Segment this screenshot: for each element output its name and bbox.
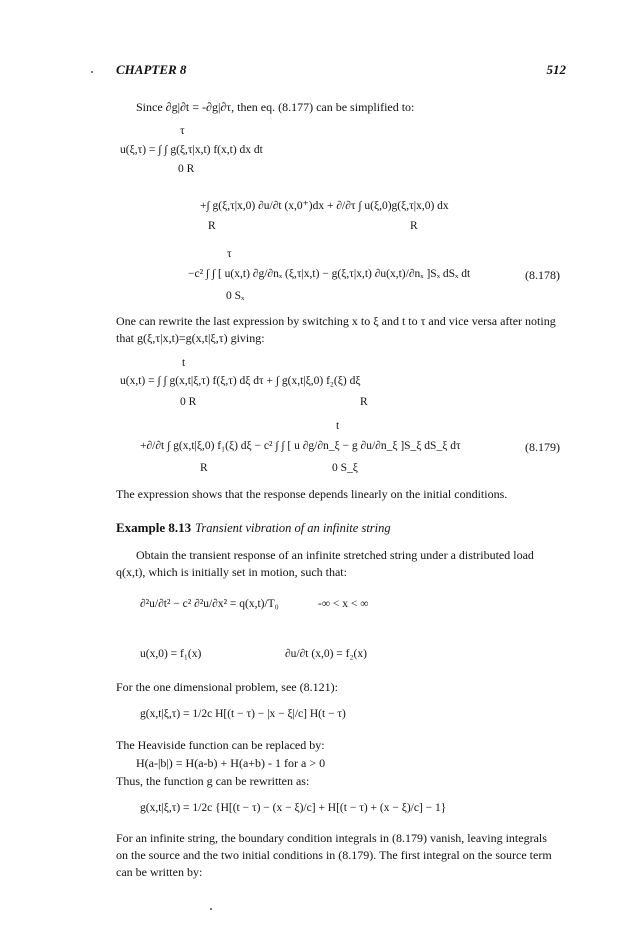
example-label: Example 8.13 (116, 520, 192, 535)
eq8178-lower-limit3: 0 Sₓ (226, 290, 245, 302)
para-onedim: For the one dimensional problem, see (8.121): (116, 680, 338, 694)
para-rewrite: One can rewrite the last expression by switching x to ξ and t to τ and vice versa after noting that g(ξ,τ|x,t)=g(x,t|ξ,τ) giving: (116, 314, 556, 345)
eq-green: g(x,t|ξ,τ) = 1/2c H[(t − τ) − |x − ξ|/c] H(t − τ) (140, 708, 346, 720)
eq8179-line2: +∂/∂t ∫ g(x,t|ξ,0) f₁(ξ) dξ − c² ∫ ∫ [ u ∂g/∂n_ξ − g ∂u/∂n_ξ ]S_ξ dS_ξ dτ (140, 440, 461, 452)
eq8178-line1: u(ξ,τ) = ∫ ∫ g(ξ,τ|x,t) f(x,t) dx dt (120, 144, 263, 156)
para-heaviside: The Heaviside function can be replaced by: (116, 738, 325, 752)
para-obtain: Obtain the transient response of an infinite stretched string under a distributed load q(x,t), which is initially set in motion, such that: (116, 548, 534, 579)
eq8179-lower-limit-a: 0 R (180, 396, 197, 408)
para-thus: Thus, the function g can be rewritten as: (116, 774, 310, 788)
eq8179-lower-S: 0 S_ξ (332, 462, 358, 474)
eq8178-upper-limit3: τ (227, 248, 232, 260)
eq8179-lower-limit-b: R (360, 396, 368, 408)
eq8178-number: (8.178) (525, 268, 560, 282)
example-heading (116, 519, 391, 537)
eq8179-upper-limit: t (182, 357, 186, 369)
eq8179-lower-R: R (200, 462, 208, 474)
page-number: 512 (546, 62, 566, 77)
eq8178-line2: +∫ g(ξ,τ|x,0) ∂u/∂t (x,0⁺)dx + ∂/∂τ ∫ u(ξ,0)g(ξ,τ|x,0) dx (200, 200, 449, 212)
eq8179-number: (8.179) (525, 440, 560, 454)
eq8178-line3: −c² ∫ ∫ [ u(x,t) ∂g/∂nₓ (ξ,τ|x,t) − g(ξ,τ|x,t) ∂u(x,t)/∂nₓ ]Sₓ dSₓ dt (188, 268, 471, 280)
scan-speck-bottom (210, 908, 212, 910)
eq8178-upper-limit: τ (180, 125, 185, 137)
intro-text: Since ∂g|∂t = -∂g|∂τ, then eq. (8.177) can be simplified to: (136, 100, 415, 114)
eq-wave-range: -∞ < x < ∞ (318, 598, 369, 610)
para-linear: The expression shows that the response depends linearly on the initial conditions. (116, 487, 508, 501)
eq-green2: g(x,t|ξ,τ) = 1/2c {H[(t − τ) − (x − ξ)/c] + H[(t − τ) + (x − ξ)/c] − 1} (140, 802, 447, 814)
eq8179-line1: u(x,t) = ∫ ∫ g(x,t|ξ,τ) f(ξ,τ) dξ dτ + ∫ g(x,t|ξ,0) f₂(ξ) dξ (120, 375, 361, 387)
eq8178-lower-R1: R (208, 220, 216, 232)
eq-ic-right: ∂u/∂t (x,0) = f₂(x) (285, 648, 367, 660)
eq8178-lower-limit: 0 R (178, 163, 195, 175)
eq-heaviside: H(a-|b|) = H(a-b) + H(a+b) - 1 for a > 0 (136, 756, 326, 770)
scan-speck (91, 71, 93, 73)
eq-ic-left: u(x,0) = f₁(x) (140, 648, 202, 660)
chapter-header: CHAPTER 8 (116, 62, 187, 77)
eq-wave: ∂²u/∂t² − c² ∂²u/∂x² = q(x,t)/T₀ (140, 598, 279, 610)
example-title: Transient vibration of an infinite string (195, 521, 391, 535)
eq8178-lower-R2: R (410, 220, 418, 232)
para-final: For an infinite string, the boundary condition integrals in (8.179) vanish, leaving integrals on the source and the two initial conditions in (8.179). The first integral on the source term can be written by: (116, 831, 552, 879)
eq8179-upper-limit2: t (336, 420, 340, 432)
